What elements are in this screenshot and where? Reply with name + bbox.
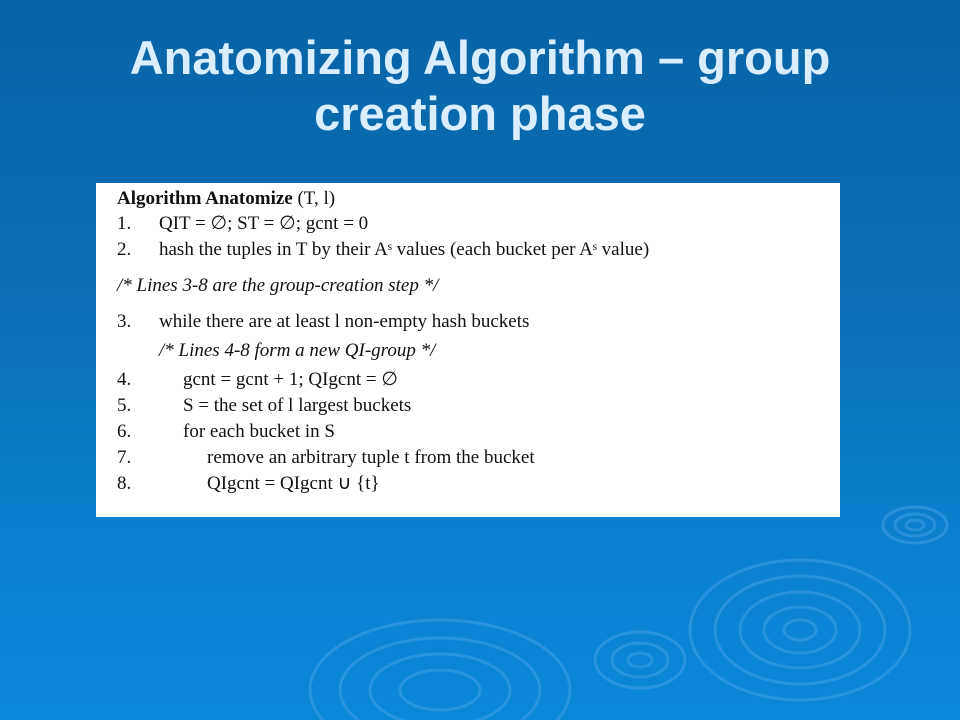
slide-title <box>0 30 960 142</box>
algorithm-comment-group-creation: /* Lines 3-8 are the group-creation step */ <box>117 275 439 296</box>
title-line-2: creation phase <box>314 87 646 140</box>
algorithm-name: Algorithm Anatomize <box>117 188 293 209</box>
algorithm-line-8: 8. QIgcnt = QIgcnt ∪ {t} <box>117 473 380 494</box>
algorithm-line-6: 6. for each bucket in S <box>117 421 335 442</box>
algorithm-comment-qi-group: /* Lines 4-8 form a new QI-group */ <box>159 340 436 361</box>
algorithm-params: (T, l) <box>297 188 336 209</box>
algorithm-image <box>96 183 840 517</box>
algorithm-comment-row <box>117 335 840 367</box>
algorithm-header <box>117 187 840 211</box>
algorithm-line-4: 4. gcnt = gcnt + 1; QIgcnt = ∅ <box>117 369 398 390</box>
algorithm-line-2: 2. hash the tuples in T by their Aˢ values (each bucket per Aˢ value) <box>117 239 650 260</box>
title-line-1: Anatomizing Algorithm – group <box>129 31 831 84</box>
algorithm-line-3: 3. while there are at least l non-empty hash buckets <box>117 311 530 332</box>
algorithm-line-7: 7. remove an arbitrary tuple t from the bucket <box>117 447 535 468</box>
algorithm-line-1: 1. QIT = ∅; ST = ∅; gcnt = 0 <box>117 213 369 234</box>
algorithm-line-5: 5. S = the set of l largest buckets <box>117 395 412 416</box>
